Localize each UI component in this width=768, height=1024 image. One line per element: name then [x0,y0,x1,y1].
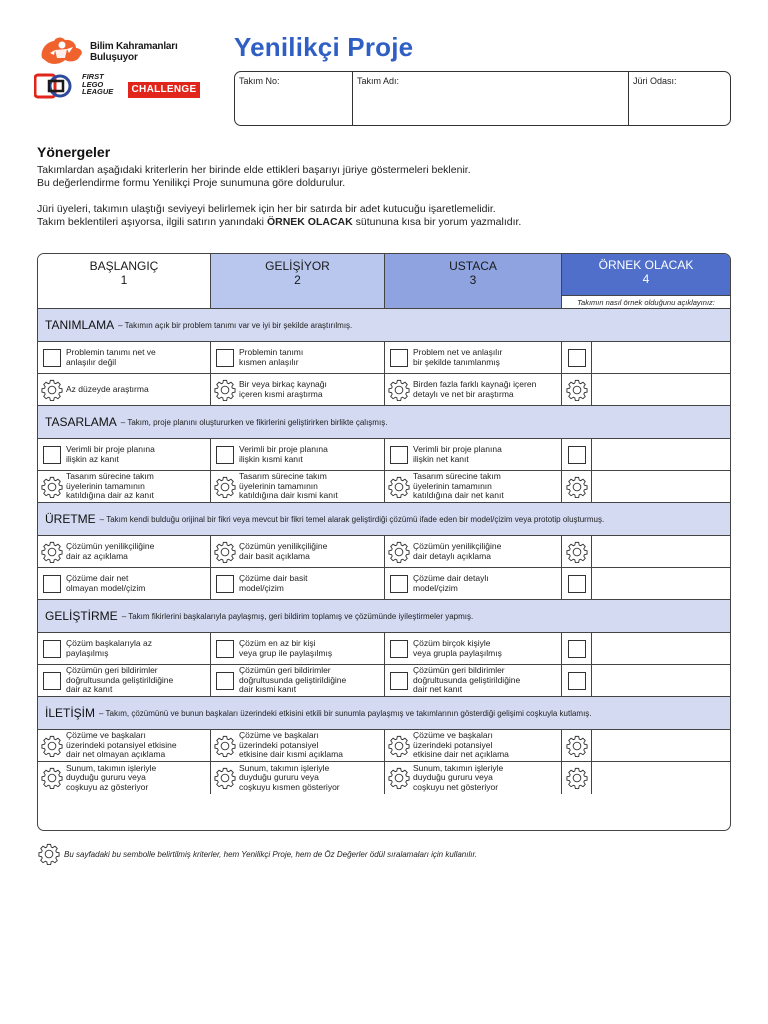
criterion-row [38,536,730,568]
instructions-line-4-emphasis: ÖRNEK OLACAK [266,216,353,228]
section-description: – Takım, proje planını oluştururken ve fikirlerini geliştirirken birlikte çalışmış. [120,417,388,427]
team-name-field[interactable]: Takım Adı: [352,72,628,125]
brand-name-line1: Bilim Kahramanları [90,41,178,52]
level-3-number: 3 [469,273,477,287]
superhero-logo-icon [38,36,84,66]
level-1-cell[interactable] [38,665,211,696]
criterion-text: Bir veya birkaç kaynağı içeren kısmi araştırma [239,379,327,399]
criterion-text: Çözüme dair net olmayan model/çizim [66,573,146,593]
level-3-name: USTACA [449,259,497,273]
criterion-text: Çözüm en az bir kişi veya grup ile paylaşılmış [239,638,333,658]
level-4-cell[interactable] [562,536,592,567]
level-4-header [562,254,730,308]
level-2-cell[interactable] [211,536,385,567]
jury-room-field[interactable]: Jüri Odası: [628,72,730,125]
score-checkbox[interactable] [216,575,234,593]
criterion-text: Tasarım sürecine takım üyelerinin tamamının katıldığına dair kısmi kanıt [239,471,338,501]
exemplary-hint: Takımın nasıl örnek olduğunu açıklayınız: [562,295,730,308]
criterion-text: Çözüm başkalarıyla az paylaşılmış [66,638,152,658]
fll-league: LEAGUE [82,87,114,96]
exemplary-comment-field[interactable] [592,665,730,696]
score-checkbox[interactable] [390,575,408,593]
criterion-text: Tasarım sürecine takım üyelerinin tamamının katıldığına dair net kanıt [413,471,504,501]
core-values-gear-icon [214,379,236,401]
core-values-gear-icon [388,767,410,789]
criterion-text: Verimli bir proje planına ilişkin net kanıt [413,444,502,464]
score-checkbox[interactable] [43,640,61,658]
score-checkbox[interactable] [568,640,586,658]
brand-name [90,41,178,63]
level-2-cell[interactable] [211,342,385,373]
criterion-text: Tasarım sürecine takım üyelerinin tamamının katıldığına dair az kanıt [66,471,154,501]
score-checkbox[interactable] [43,349,61,367]
criterion-text: Çözümün yenilikçiliğine dair az açıklama [66,541,155,561]
exemplary-comment-field[interactable] [592,633,730,664]
criterion-text: Çözüme ve başkaları üzerindeki potansiyel etkisine dair net açıklama [413,730,509,760]
core-values-gear-icon [41,767,63,789]
brand-logo [34,34,209,104]
criterion-row [38,633,730,665]
criterion-text: Verimli bir proje planına ilişkin kısmi kanıt [239,444,328,464]
level-4-cell[interactable] [562,568,592,599]
criterion-row [38,374,730,406]
level-4-cell[interactable] [562,471,592,502]
level-2-number: 2 [294,273,301,287]
score-checkbox[interactable] [43,575,61,593]
level-1-cell[interactable] [38,439,211,470]
core-values-gear-icon [41,379,63,401]
section-name: İLETİŞİM [45,706,96,720]
core-values-gear-icon [38,843,60,865]
section-description: – Takım fikirlerini başkalarıyla paylaşmış, geri bildirim toplamış ve çözümünde iyileştirmeler yapmış. [121,611,474,621]
score-checkbox[interactable] [43,672,61,690]
criterion-row [38,471,730,503]
score-checkbox[interactable] [390,640,408,658]
level-3-cell[interactable] [385,633,562,664]
level-3-cell[interactable] [385,665,562,696]
score-checkbox[interactable] [216,640,234,658]
criterion-text: Çözümün geri bildirimler doğrultusunda geliştirildiğine dair az kanıt [66,665,174,695]
team-number-field[interactable]: Takım No: [239,76,280,86]
core-values-gear-icon [566,476,588,498]
criterion-row [38,730,730,762]
instructions-line-2: Bu değerlendirme formu Yenilikçi Proje sunumuna göre doldurulur. [37,177,346,189]
level-1-number: 1 [120,273,128,287]
core-values-gear-icon [388,735,410,757]
criterion-row [38,762,730,794]
level-3-cell[interactable] [385,342,562,373]
level-4-name: ÖRNEK OLACAK [598,258,694,272]
core-values-gear-icon [566,379,588,401]
criterion-text: Çözümün yenilikçiliğine dair basit açıklama [239,541,328,561]
criterion-row [38,568,730,600]
challenge-badge: CHALLENGE [128,82,200,98]
level-1-name: BAŞLANGIÇ [89,259,159,273]
level-4-cell[interactable] [562,762,592,794]
level-4-cell[interactable] [562,633,592,664]
level-3-cell[interactable] [385,568,562,599]
fll-first: FIRST [82,72,104,81]
rubric-table [37,253,731,831]
footnote-text: Bu sayfadaki bu sembolle belirtilmiş kriterler, hem Yenilikçi Proje, hem de Öz Değerler ödül sıralamaları için kullanılır. [64,849,478,859]
criterion-text: Çözümün geri bildirimler doğrultusunda geliştirildiğine dair net kanıt [413,665,521,695]
core-values-gear-icon [214,541,236,563]
core-values-gear-icon [566,735,588,757]
instructions-line-4 [37,216,737,229]
level-2-cell[interactable] [211,665,385,696]
core-values-gear-icon [566,541,588,563]
level-3-header [385,254,562,308]
level-2-cell[interactable] [211,471,385,502]
criterion-text: Çözüm birçok kişiyle veya grupla paylaşılmış [413,638,502,658]
level-1-cell[interactable] [38,568,211,599]
criterion-row [38,342,730,374]
score-checkbox[interactable] [390,446,408,464]
score-checkbox[interactable] [390,349,408,367]
core-values-gear-icon [388,379,410,401]
instructions [37,144,737,229]
level-3-cell[interactable] [385,536,562,567]
exemplary-comment-field[interactable] [592,471,730,502]
exemplary-comment-field[interactable] [592,762,730,794]
section-name: TASARLAMA [45,415,117,429]
criterion-text: Problem net ve anlaşılır bir şekilde tanımlanmış [413,347,503,367]
level-1-cell[interactable] [38,536,211,567]
level-3-cell[interactable] [385,762,562,794]
level-2-name: GELİŞİYOR [265,259,330,273]
fll-lego: LEGO [82,79,104,89]
criterion-row [38,665,730,697]
level-2-cell[interactable] [211,439,385,470]
level-4-cell[interactable] [562,665,592,696]
level-1-cell[interactable] [38,730,211,761]
section-description: – Takımın açık bir problem tanımı var ve iyi bir şekilde araştırılmış. [118,320,353,330]
level-1-cell[interactable] [38,633,211,664]
section-header [38,503,730,536]
exemplary-comment-field[interactable] [592,730,730,761]
core-values-gear-icon [566,767,588,789]
page-title: Yenilikçi Proje [234,32,414,62]
level-1-cell[interactable] [38,762,211,794]
core-values-gear-icon [41,735,63,757]
score-checkbox[interactable] [568,672,586,690]
core-values-gear-icon [214,476,236,498]
section-name: TANIMLAMA [45,318,115,332]
instructions-line-4-end: sütununa kısa bir yorum yazmalıdır. [352,216,522,228]
core-values-gear-icon [388,476,410,498]
criterion-row [38,439,730,471]
criterion-text: Verimli bir proje planına ilişkin az kanıt [66,444,155,464]
criterion-text: Az düzeyde araştırma [66,383,149,394]
criterion-text: Problemin tanımı net ve anlaşılır değil [66,347,156,367]
level-2-header [211,254,385,308]
criterion-text: Çözümün geri bildirimler doğrultusunda geliştirildiğine dair kısmi kanıt [239,665,347,695]
criterion-text: Çözüme dair basit model/çizim [239,573,308,593]
level-3-cell[interactable] [385,439,562,470]
score-checkbox[interactable] [216,349,234,367]
level-2-cell[interactable] [211,633,385,664]
core-values-gear-icon [41,541,63,563]
level-2-cell[interactable] [211,568,385,599]
core-values-gear-icon [41,476,63,498]
level-4-number: 4 [642,272,650,286]
first-lego-league-icon [34,72,80,100]
score-checkbox[interactable] [390,672,408,690]
section-header [38,309,730,342]
footnote [40,843,477,865]
level-2-cell[interactable] [211,762,385,794]
criterion-text: Birden fazla farklı kaynağı içeren detaylı ve net bir araştırma [413,379,537,399]
criterion-text: Çözümün yenilikçiliğine dair detaylı açıklama [413,541,502,561]
score-checkbox[interactable] [568,446,586,464]
instructions-heading: Yönergeler [37,144,111,160]
level-4-cell[interactable] [562,730,592,761]
level-1-cell[interactable] [38,374,211,405]
criterion-text: Çözüme dair detaylı model/çizim [413,573,489,593]
level-4-cell[interactable] [562,374,592,405]
section-description: – Takım, çözümünü ve bunun başkaları üzerindeki etkisini etkili bir sunumla paylaşmış ve takımlarının gösterdiği gelişimi coşkuyla kutlamış. [99,708,592,718]
criterion-text: Sunum, takımın işleriyle duyduğu gururu veya coşkuyu net gösteriyor [413,762,504,792]
level-1-cell[interactable] [38,471,211,502]
level-2-cell[interactable] [211,374,385,405]
fll-wordmark [82,73,113,96]
level-4-cell[interactable] [562,439,592,470]
team-info-box [234,71,731,126]
level-4-cell[interactable] [562,342,592,373]
score-checkbox[interactable] [43,446,61,464]
level-3-cell[interactable] [385,471,562,502]
section-header [38,697,730,730]
score-checkbox[interactable] [568,575,586,593]
section-name: ÜRETME [45,512,96,526]
core-values-gear-icon [214,767,236,789]
criterion-text: Sunum, takımın işleriyle duyduğu gururu veya coşkuyu az gösteriyor [66,762,157,792]
section-header [38,406,730,439]
exemplary-comment-field[interactable] [592,568,730,599]
level-2-cell[interactable] [211,730,385,761]
exemplary-comment-field[interactable] [592,374,730,405]
score-checkbox[interactable] [216,446,234,464]
brand-name-line2: Buluşuyor [90,52,138,63]
level-1-cell[interactable] [38,342,211,373]
instructions-line-1: Takımlardan aşağıdaki kriterlerin her birinde elde ettikleri başarıyı jüriye göstermeleri beklenir. [37,164,471,176]
level-header-row [38,254,730,309]
instructions-line-3: Jüri üyeleri, takımın ulaştığı seviyeyi belirlemek için her bir satırda bir adet kutucuğu işaretlemelidir. [37,203,496,215]
criterion-text: Çözüme ve başkaları üzerindeki potansiyel etkisine dair kısmi açıklama [239,730,343,760]
section-name: GELİŞTİRME [45,609,118,623]
exemplary-comment-field[interactable] [592,342,730,373]
criterion-text: Problemin tanımı kısmen anlaşılır [239,347,304,367]
section-description: – Takım kendi bulduğu orijinal bir fikri veya mevcut bir fikri temel alarak geliştirdiği çözümü ifade eden bir model/çizim veya prototip oluşturmuş. [99,514,605,524]
score-checkbox[interactable] [568,349,586,367]
section-header [38,600,730,633]
core-values-gear-icon [214,735,236,757]
instructions-line-4-start: Takım beklentileri aşıyorsa, ilgili satırın yanındaki [37,216,267,228]
criterion-text: Sunum, takımın işleriyle duyduğu gururu veya coşkuyu kısmen gösteriyor [239,762,340,792]
criterion-text: Çözüme ve başkaları üzerindeki potansiyel etkisine dair net olmayan açıklama [66,730,177,760]
rubric-sections [38,309,730,794]
level-1-header [38,254,211,308]
exemplary-comment-field[interactable] [592,536,730,567]
level-3-cell[interactable] [385,374,562,405]
core-values-gear-icon [388,541,410,563]
exemplary-comment-field[interactable] [592,439,730,470]
level-3-cell[interactable] [385,730,562,761]
score-checkbox[interactable] [216,672,234,690]
